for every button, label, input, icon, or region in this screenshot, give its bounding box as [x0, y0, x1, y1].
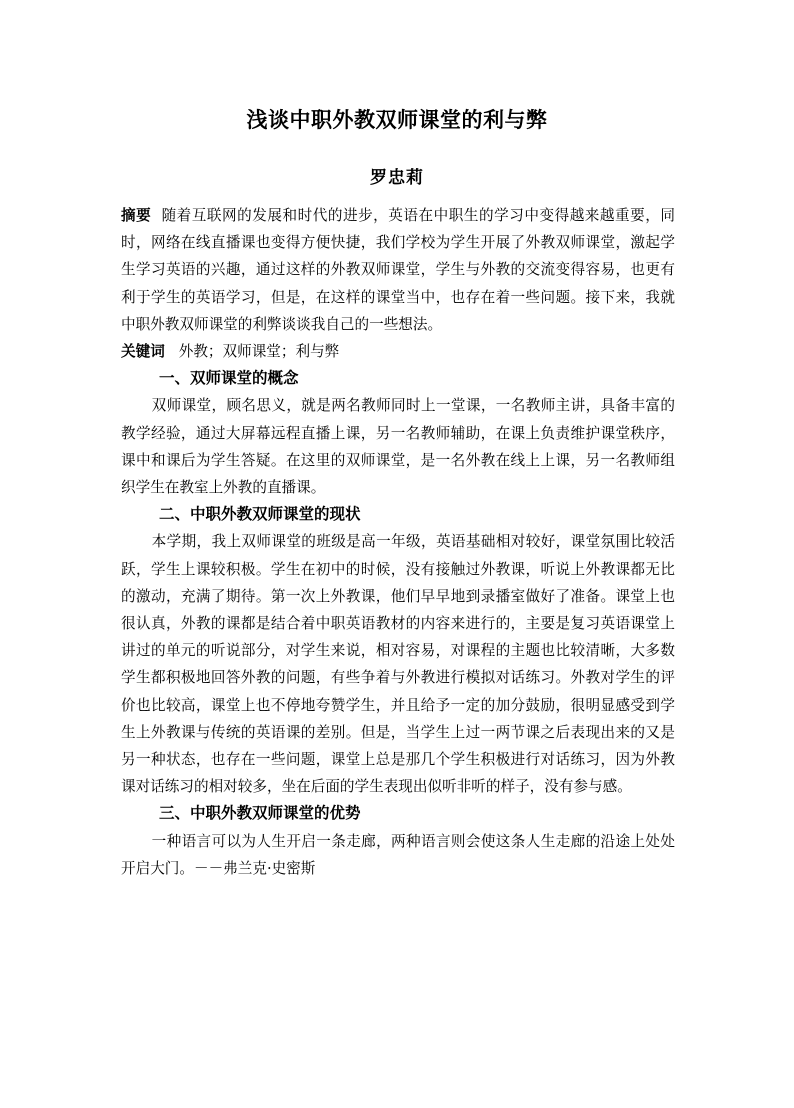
keywords-paragraph — [121, 338, 675, 365]
abstract-paragraph — [121, 202, 675, 338]
paper-title: 浅谈中职外教双师课堂的利与弊 — [246, 108, 548, 132]
keywords-text: 外教；双师课堂；利与弊 — [178, 343, 340, 361]
section-paragraph-3: 一种语言可以为人生开启一条走廊，两种语言则会使这条人生走廊的沿途上处处开启大门。－－弗兰克·史密斯 — [121, 832, 675, 877]
abstract-text: 随着互联网的发展和时代的进步，英语在中职生的学习中变得越来越重要，同时，网络在线直播课也变得方便快捷，我们学校为学生开展了外教双师课堂，激起学生学习英语的兴趣，通过这样的外教双师课堂，学生与外教的交流变得容易，也更有利于学生的英语学习，但是，在这样的课堂当中，也存在着一些问题。接下来，我就中职外教双师课堂的利弊谈谈我自己的一些想法。 — [121, 207, 675, 333]
author-name: 罗忠莉 — [370, 168, 424, 188]
section-heading-3: 三、中职外教双师课堂的优势 — [159, 804, 361, 823]
abstract-label: 摘要 — [121, 207, 152, 224]
section-heading-2: 二、中职外教双师课堂的现状 — [159, 505, 361, 524]
section-paragraph-2: 本学期，我上双师课堂的班级是高一年级，英语基础相对较好，课堂氛围比较活跃，学生上课较积极。学生在初中的时候，没有接触过外教课，听说上外教课都无比的激动，充满了期待。第一次上外教课，他们早早地到录播室做好了准备。课堂上也很认真，外教的课都是结合着中职英语教材的内容来进行的，主要是复习英语课堂上讲过的单元的听说部分，对学生来说，相对容易，对课程的主题也比较清晰，大多数学生都积极地回答外教的问题，有些争着与外教进行模拟对话练习。外教对学生的评价也比较高，课堂上也不停地夸赞学生，并且给予一定的加分鼓励，很明显感受到学生上外教课与传统的英语课的差别。但是，当学生上过一两节课之后表现出来的又是另一种状态，也存在一些问题，课堂上总是那几个学生积极进行对话练习，因为外教课对话练习的相对较多，坐在后面的学生表现出似听非听的样子，没有参与感。 — [121, 533, 675, 796]
paper-body — [121, 202, 675, 882]
section-paragraph-1: 双师课堂，顾名思义，就是两名教师同时上一堂课，一名教师主讲，具备丰富的教学经验，通过大屏幕远程直播上课，另一名教师辅助，在课上负责维护课堂秩序，课中和课后为学生答疑。在这里的双师课堂，是一名外教在线上上课，另一名教师组织学生在教室上外教的直播课。 — [121, 397, 675, 497]
section-heading-1: 一、双师课堂的概念 — [159, 369, 299, 388]
keywords-label: 关键词 — [121, 343, 165, 361]
